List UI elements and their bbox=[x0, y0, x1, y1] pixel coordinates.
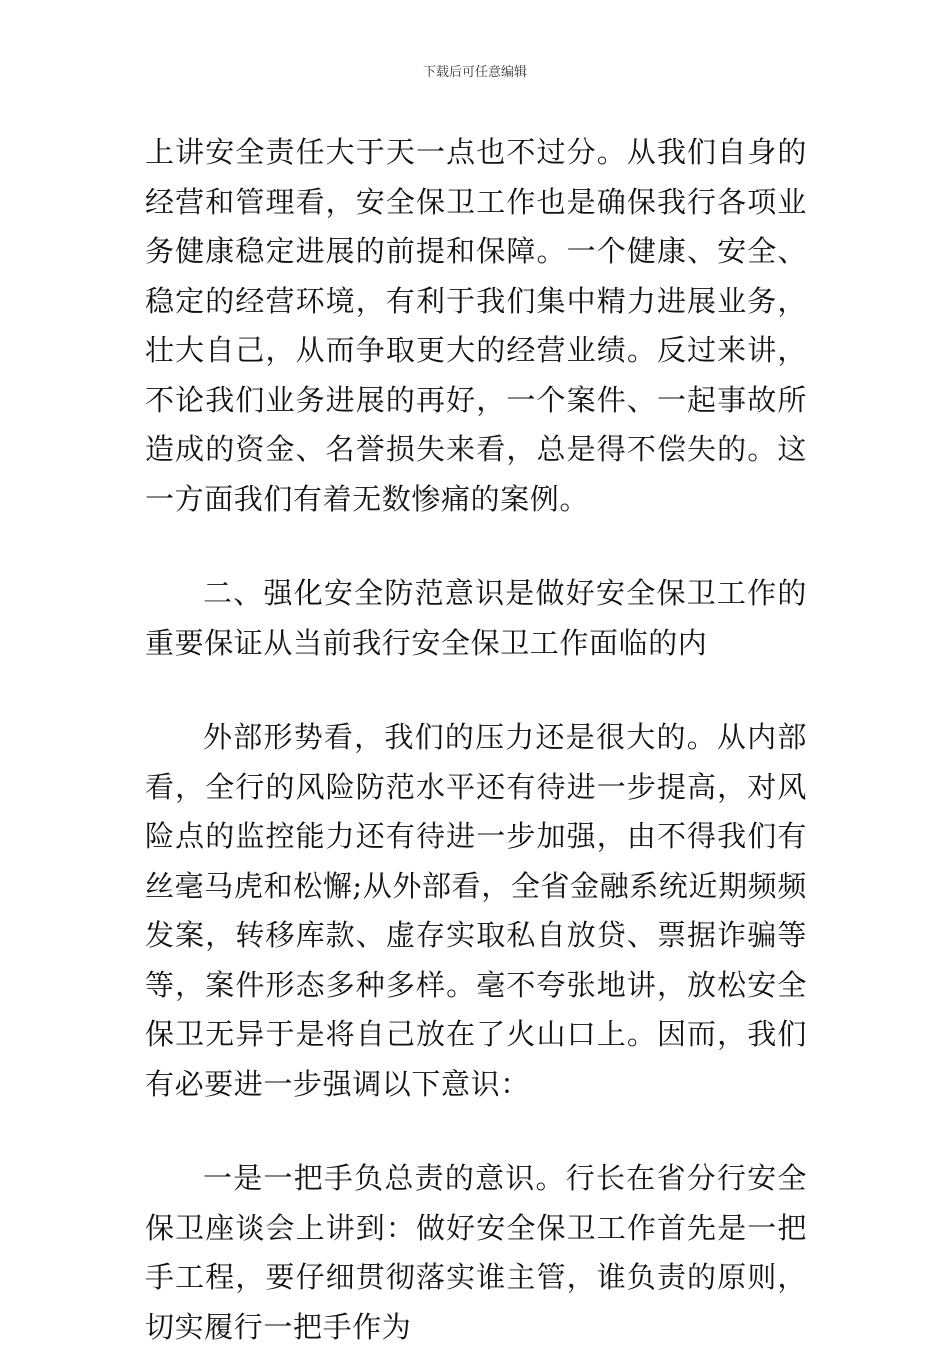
paragraph-external-situation: 外部形势看，我们的压力还是很大的。从内部看，全行的风险防范水平还有待进一步提高，对风险点的监控能力还有待进一步加强，由不得我们有丝毫马虎和松懈;从外部看，全省金融系统近期频频发案，转移库款、虚存实取私自放贷、票据诈骗等等，案件形态多种多样。毫不夸张地讲，放松安全保卫无异于是将自己放在了火山口上。因而，我们有必要进一步强调以下意识： bbox=[145, 720, 807, 1101]
page-header-note: 下载后可任意编辑 bbox=[422, 65, 527, 80]
document-body bbox=[145, 128, 807, 1352]
paragraph-leader-responsibility: 一是一把手负总责的意识。行长在省分行安全保卫座谈会上讲到：做好安全保卫工作首先是一把手工程，要仔细贯彻落实谁主管，谁负责的原则，切实履行一把手作为 bbox=[145, 1161, 807, 1344]
paragraph-section-two-heading: 二、强化安全防范意识是做好安全保卫工作的重要保证从当前我行安全保卫工作面临的内 bbox=[145, 576, 807, 660]
paragraph-safety-responsibility: 上讲安全责任大于天一点也不过分。从我们自身的经营和管理看，安全保卫工作也是确保我行各项业务健康稳定进展的前提和保障。一个健康、安全、稳定的经营环境，有利于我们集中精力进展业务，壮大自己，从而争取更大的经营业绩。反过来讲，不论我们业务进展的再好，一个案件、一起事故所造成的资金、名誉损失来看，总是得不偿失的。这一方面我们有着无数惨痛的案例。 bbox=[145, 135, 807, 516]
